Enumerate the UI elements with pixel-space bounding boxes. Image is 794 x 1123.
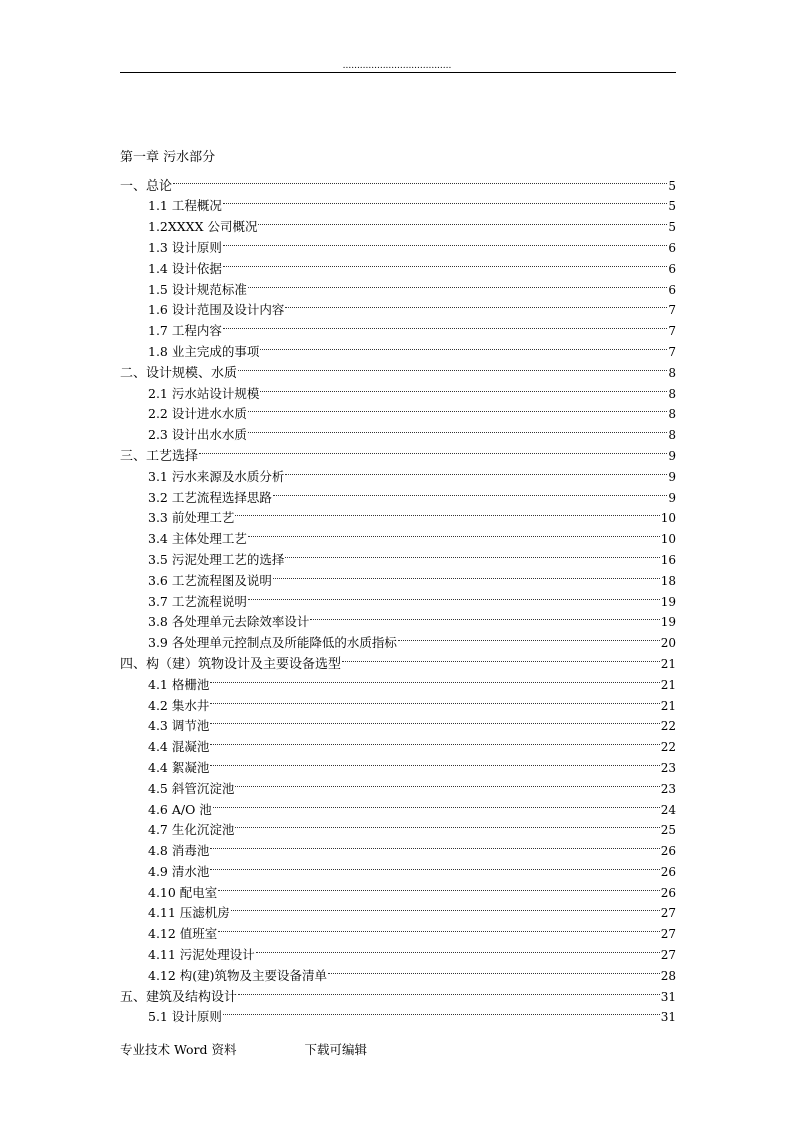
toc-entry-title: 四、构（建）筑物设计及主要设备选型: [120, 656, 342, 672]
toc-subsection-row[interactable]: [120, 190, 676, 214]
toc-page-number: 9: [668, 490, 676, 505]
toc-leader-dots: [210, 710, 659, 731]
toc-leader-dots: [210, 730, 659, 751]
toc-leader-dots: [328, 959, 660, 980]
toc-leader-dots: [223, 190, 668, 211]
toc-leader-dots: [173, 169, 667, 190]
toc-entry-title: 一、总论: [120, 178, 173, 194]
toc-page-number: 9: [668, 448, 676, 463]
toc-entry-title: 1.7 工程内容: [148, 323, 222, 339]
chapter-title: 第一章 污水部分: [120, 150, 216, 165]
toc-leader-dots: [238, 356, 667, 377]
toc-entry-title: 1.2XXXX 公司概况: [148, 219, 258, 235]
toc-entry-title: 4.12 构(建)筑物及主要设备清单: [148, 967, 328, 983]
toc-leader-dots: [238, 980, 660, 1001]
toc-page-number: 8: [668, 365, 676, 380]
toc-entry-title: 4.9 清水池: [148, 863, 210, 879]
toc-leader-dots: [260, 335, 667, 356]
toc-page-number: 7: [668, 324, 676, 339]
toc-page-number: 8: [668, 386, 676, 401]
toc-page-number: 18: [660, 573, 676, 588]
toc-page-number: 19: [660, 615, 676, 630]
toc-page-number: 7: [668, 303, 676, 318]
toc-page-number: 23: [660, 781, 676, 796]
toc-entry-title: 3.3 前处理工艺: [148, 510, 235, 526]
toc-entry-title: 2.3 设计出水水质: [148, 427, 247, 443]
toc-leader-dots: [199, 439, 667, 460]
toc-leader-dots: [235, 772, 659, 793]
toc-entry-title: 1.6 设计范围及设计内容: [148, 302, 285, 318]
toc-page-number: 8: [668, 428, 676, 443]
toc-entry-title: 1.4 设计依据: [148, 260, 222, 276]
toc-page-number: 23: [660, 760, 676, 775]
toc-page-number: 31: [660, 989, 676, 1004]
toc-leader-dots: [273, 481, 668, 502]
toc-page-number: 20: [660, 636, 676, 651]
toc-subsection-row[interactable]: [120, 460, 676, 484]
toc-leader-dots: [248, 418, 668, 439]
toc-leader-dots: [223, 231, 668, 252]
toc-leader-dots: [310, 606, 659, 627]
toc-entry-title: 3.8 各处理单元去除效率设计: [148, 614, 310, 630]
toc-page-number: 19: [660, 594, 676, 609]
page-footer: [120, 1042, 367, 1058]
toc-page-number: 27: [660, 948, 676, 963]
toc-leader-dots: [213, 793, 660, 814]
toc-leader-dots: [256, 938, 660, 959]
toc-leader-dots: [235, 502, 659, 523]
toc-entry-title: 4.1 格栅池: [148, 676, 210, 692]
toc-leader-dots: [285, 460, 667, 481]
toc-page-number: 6: [668, 282, 676, 297]
toc-page-number: 22: [660, 740, 676, 755]
toc-leader-dots: [223, 252, 668, 273]
toc-page-number: 21: [660, 698, 676, 713]
footer-left-text: 专业技术 Word 资料: [120, 1042, 237, 1057]
toc-entry-title: 5.1 设计原则: [148, 1009, 222, 1025]
toc-leader-dots: [248, 522, 660, 543]
toc-page-number: 6: [668, 261, 676, 276]
toc-page-number: 22: [660, 719, 676, 734]
toc-section-row[interactable]: [120, 169, 676, 194]
toc-entry-title: 4.2 集水井: [148, 697, 210, 713]
toc-entry-title: 五、建筑及结构设计: [120, 989, 238, 1005]
toc-leader-dots: [248, 273, 668, 294]
toc-leader-dots: [258, 210, 667, 231]
toc-leader-dots: [398, 626, 660, 647]
toc-page-number: 26: [660, 844, 676, 859]
toc-entry-title: 2.1 污水站设计规模: [148, 385, 260, 401]
toc-entry-title: 二、设计规模、水质: [120, 365, 238, 381]
toc-entry-title: 4.6 A/O 池: [148, 801, 212, 817]
toc-page-number: 5: [668, 199, 676, 214]
footer-right-text: 下载可编辑: [304, 1042, 367, 1057]
toc-page-number: 5: [668, 178, 676, 193]
toc-entry-title: 1.5 设计规范标准: [148, 281, 247, 297]
toc-page-number: 16: [660, 552, 676, 567]
toc-leader-dots: [210, 855, 659, 876]
toc-leader-dots: [231, 897, 660, 918]
header-rule: [120, 72, 676, 73]
toc-page-number: 24: [660, 802, 676, 817]
toc-entry-title: 3.5 污泥处理工艺的选择: [148, 551, 285, 567]
toc-entry-title: 1.3 设计原则: [148, 239, 222, 255]
toc-leader-dots: [285, 543, 659, 564]
toc-page-number: 28: [660, 968, 676, 983]
toc-leader-dots: [223, 1001, 660, 1022]
toc-page-number: 31: [660, 1010, 676, 1025]
toc-leader-dots: [210, 668, 659, 689]
toc-entry-title: 1.1 工程概况: [148, 198, 222, 214]
toc-leader-dots: [210, 751, 659, 772]
toc-entry-title: 4.11 压滤机房: [148, 905, 230, 921]
toc-leader-dots: [218, 876, 659, 897]
toc-entry-title: 4.10 配电室: [148, 884, 218, 900]
toc-leader-dots: [235, 814, 659, 835]
toc-page-number: 26: [660, 864, 676, 879]
toc-page-number: 21: [660, 677, 676, 692]
toc-entry-title: 3.2 工艺流程选择思路: [148, 489, 272, 505]
toc-entries: [120, 169, 676, 1025]
toc-page-number: 8: [668, 407, 676, 422]
toc-leader-dots: [273, 564, 660, 585]
toc-leader-dots: [223, 314, 668, 335]
toc-section-row[interactable]: [120, 439, 676, 464]
toc-entry-title: 4.4 絮凝池: [148, 759, 210, 775]
toc-page-number: 5: [668, 220, 676, 235]
toc-entry-title: 3.6 工艺流程图及说明: [148, 572, 272, 588]
toc-leader-dots: [260, 377, 667, 398]
toc-leader-dots: [210, 834, 659, 855]
toc-page-number: 25: [660, 823, 676, 838]
toc-entry-title: 4.3 调节池: [148, 718, 210, 734]
toc-entry-title: 1.8 业主完成的事项: [148, 343, 260, 359]
toc-entry-title: 4.11 污泥处理设计: [148, 947, 255, 963]
toc-entry-title: 3.7 工艺流程说明: [148, 593, 247, 609]
toc-entry-title: 4.7 生化沉淀池: [148, 822, 235, 838]
toc-page-number: 9: [668, 469, 676, 484]
toc-leader-dots: [342, 647, 660, 668]
toc-page-number: 26: [660, 885, 676, 900]
toc-entry-title: 3.9 各处理单元控制点及所能降低的水质指标: [148, 635, 397, 651]
table-of-contents: [120, 148, 676, 1025]
toc-page-number: 10: [660, 532, 676, 547]
toc-page-number: 7: [668, 344, 676, 359]
toc-leader-dots: [285, 294, 667, 315]
toc-page-number: 21: [660, 656, 676, 671]
toc-page-number: 27: [660, 906, 676, 921]
toc-leader-dots: [210, 689, 659, 710]
header-dots: ......................................: [342, 61, 452, 71]
toc-entry-title: 3.1 污水来源及水质分析: [148, 468, 285, 484]
toc-entry-title: 三、工艺选择: [120, 448, 199, 464]
toc-leader-dots: [248, 585, 660, 606]
toc-entry-title: 4.12 值班室: [148, 926, 218, 942]
toc-entry-title: 4.5 斜管沉淀池: [148, 780, 235, 796]
toc-entry-title: 3.4 主体处理工艺: [148, 531, 247, 547]
toc-page-number: 6: [668, 240, 676, 255]
toc-entry-title: 4.8 消毒池: [148, 843, 210, 859]
toc-entry-title: 4.4 混凝池: [148, 739, 210, 755]
toc-page-number: 27: [660, 927, 676, 942]
toc-leader-dots: [218, 917, 659, 938]
toc-entry-title: 2.2 设计进水水质: [148, 406, 247, 422]
toc-page-number: 10: [660, 511, 676, 526]
toc-leader-dots: [248, 398, 668, 419]
